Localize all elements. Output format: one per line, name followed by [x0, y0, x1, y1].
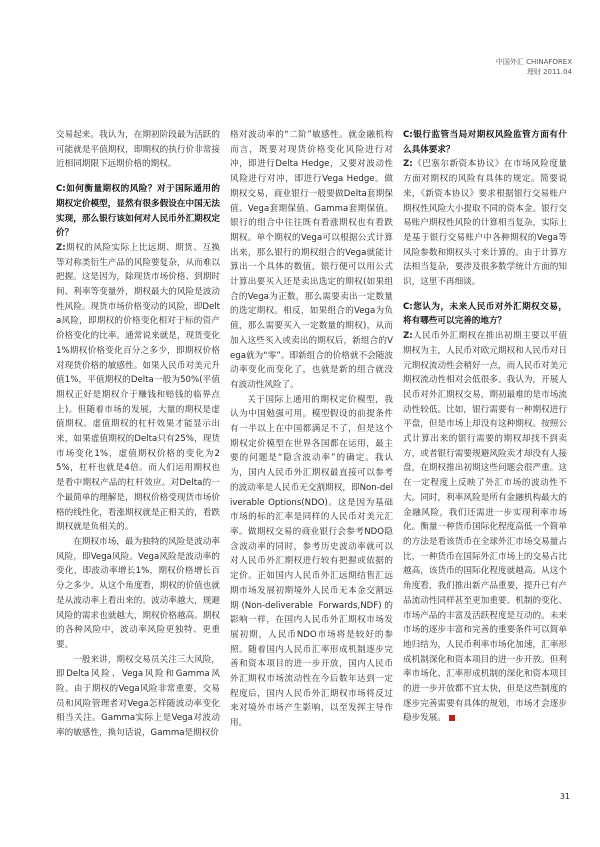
- question-text: 银行监管当局对期权风险监管方面有什么具体要求？: [403, 130, 567, 155]
- paragraph: 在期权市场，最为独特的风险是波动率风险，即Vega风险。Vega风险是波动率的变化，即波动率增长1%，期权价格增长百分之多少。从这个角度看，期权的价值也就是从波动率上看出来的。波动率越大，规避风险的需求也就越大，期权价格越高。期权的各种风险中，波动率风险更独特、更重要。: [56, 536, 220, 650]
- header-issue: 理财 2011.04: [526, 68, 572, 76]
- paragraph: 关于国际上通用的期权定价模型，我认为中国勉强可用。模型假设的前提条件有一半以上在中国都满足不了，但是这个期权定价模型在世界各国都在运用，最主要的问题是“隐含波动率”的确定。我认为，国内人民币外汇期权最直接可以参考的波动率是人民币无交割期权，即Non-deliverable Options(NDO)。这是因为基础市场的标的汇率是同样的人民币对美元汇率。做期权交易的商业银行会参考NDO隐含波动率的同时，参考历史波动率就可以对人民币外汇期权进行较有把握或依据的定价。正如国内人民币外汇远期结售汇远期市场发展初期境外人民币无本金交割远期(Non-deliverable Forwards,NDF)的影响一样，在国内人民币外汇期权市场发展初期，人民币NDO市场将是较好的参照。随着国内人民币汇率形成机制逐步完善和资本项目的进一步开放，国内人民币外汇期权市场流动性在今后数年达到一定程度后，国内人民币外汇期权市场将反过来对境外市场产生影响，以至发挥主导作用。: [230, 394, 393, 729]
- question-label: C:: [56, 184, 66, 195]
- answer-text: 人民币外汇期权在推出初期主要以平值期权为主，人民币对欧元期权和人民币对日元期权流动性会稍好一点，而人民币对美元期权流动性相对会低很多。我认为，开展人民币对外汇期权交易，期初最难的是市场流动性较低。比如，银行需要有一种期权进行平盘，但是市场上却没有这种期权。按照公式计算出来的银行需要的期权却找不到卖方，或者银行需要规避风险卖才却没有人接盘，在期权推出初期这些问题会很严重。这在一定程度上反映了外汇市场的波动性不大。同时，利率风险是所有金融机构最大的金融风险，我们还需进一步实现利率市场化。衡量一种货币国际化程度高低一个简单的方法是看该货币在全球外汇市场交易量占比，一种货币在国际外汇市场上的交易占比越高，该货币的国际化程度就越高。从这个角度看，我们推出新产品重要，提升已有产品流动性同样甚至更加重要。机制的变化、市场产品的丰富及活跃程度是互动的。未来市场的逐步丰富和完善的重要条件可以简单地归结为，人民币利率市场化加速，汇率形成机制深化和资本项目的进一步开放。但利率市场化、汇率形成机制的深化和资本项目的进一步开放都不宜太快，但是这些制度的逐步完善需要有具体的规划，市场才会逐步稳步发展。: [403, 331, 567, 724]
- column-1: [56, 128, 220, 741]
- question: [403, 300, 567, 329]
- answer-text: 期权的风险实际上比远期、期货、互换等对称类衍生产品的风险要复杂，从而难以把握。这是因为，除现货市场价格、到期时间、利率等变量外，期权最大的风险是波动性风险。现货市场价格变动的风险，即Delta风险，即期权的价格变化相对于标的资产价格变化的比率。通常说来就是，现货变化1%期权价格变化百分之多少，即期权价格对现货价格的敏感性。如果人民币对美元升值1%，平值期权的Delta一般为50%(平值期权正好是期权介于赚钱和赔钱的临界点上)。但随着市场的发展，大量的期权是虚值期权。虚值期权的杠杆效果才能显示出来，如果虚值期权的Delta只有25%，现货市场变化1%，虚值期权价格的变化为25%，杠杆也就是4倍。而人们运用期权也是看中期权产品的杠杆效应。对Delta的一个最简单的理解是，期权价格受现货市场价格的线性化，看涨期权就是正相关的，看跌期权就是负相关的。: [56, 242, 220, 533]
- paragraph: 交易起来。我认为，在期初阶段最为活跃的可能就是平值期权，即期权的执行价非常接近相同期限下远期价格的期权。: [56, 130, 220, 170]
- page-number: 31: [559, 792, 570, 801]
- column-3: [403, 128, 567, 726]
- paragraph: 格对波动率的“二阶”敏感性。就金融机构而言，既要对现货价格变化风险进行对冲，即进行Delta Hedge，又要对波动性风险进行对冲，即进行Vega Hedge。做期权交易，商业银行一般要做Delta套期保值、Vega套期保值、Gamma套期保值。银行的组合中往往既有看涨期权也有看跌期权。单个期权的Vega可以根据公式计算出来，那么银行的期权组合的Vega就能计算出一个具体的数值，银行便可以用公式计算出要买入还是卖出选定的期权(如果组合的Vega为正数，那么需要卖出一定数量的选定期权。相反，如果组合的Vega为负值，那么需要买入一定数量的期权)，从而加入这些买入或卖出的期权后，新组合的Vega就为“零”。即新组合的价格就不会随波动率变化而变化了，也就是新的组合就没有波动性风险了。: [230, 130, 393, 390]
- answer: [403, 329, 567, 726]
- question-text: 您认为，未来人民币对外汇期权交易，将有哪些可以完善的地方？: [403, 301, 567, 327]
- answer-label: Z:: [403, 159, 413, 170]
- answer-text: 《巴塞尔新资本协议》在市场风险度量方面对期权的风险有具体的规定。简要说来，《新资本协议》要求根据银行交易账户期权性风险大小提取不同的资本金。银行交易账户期权性风险的计算相当复杂，实际上是基于银行交易账户中各种期权的Vega等风险参数和期权头寸来计算的。由于计算方法相当复杂，要涉及很多数学统计方面的知识，这里不再细谈。: [403, 159, 567, 288]
- header-publication: 中国外汇 CHINAFOREX: [495, 58, 572, 66]
- answer: [403, 157, 567, 289]
- question: [403, 128, 567, 157]
- paragraph: 一般来讲，期权交易员关注三大风险，即Delta风险、Vega风险和Gamma风险。由于期权的Vega风险非常重要，交易员和风险管理者对Vega怎样随波动率变化相当关注。Gamma实际上是Vega对波动率的敏感性，换句话说，Gamma是期权价: [56, 654, 220, 739]
- answer-label: Z:: [56, 242, 66, 253]
- question-label: C:: [403, 301, 413, 312]
- running-header: [496, 57, 572, 77]
- question-text: 如何衡量期权的风险？对于国际通用的期权定价模型，显然有很多假设在中国无法实现，那么银行该如何对人民币外汇期权定价？: [56, 184, 220, 239]
- column-2: [230, 128, 393, 731]
- answer: [56, 241, 220, 535]
- question-label: C:: [403, 130, 413, 140]
- question: [56, 182, 220, 241]
- article-end-mark: [449, 715, 455, 721]
- answer-label: Z:: [403, 331, 413, 342]
